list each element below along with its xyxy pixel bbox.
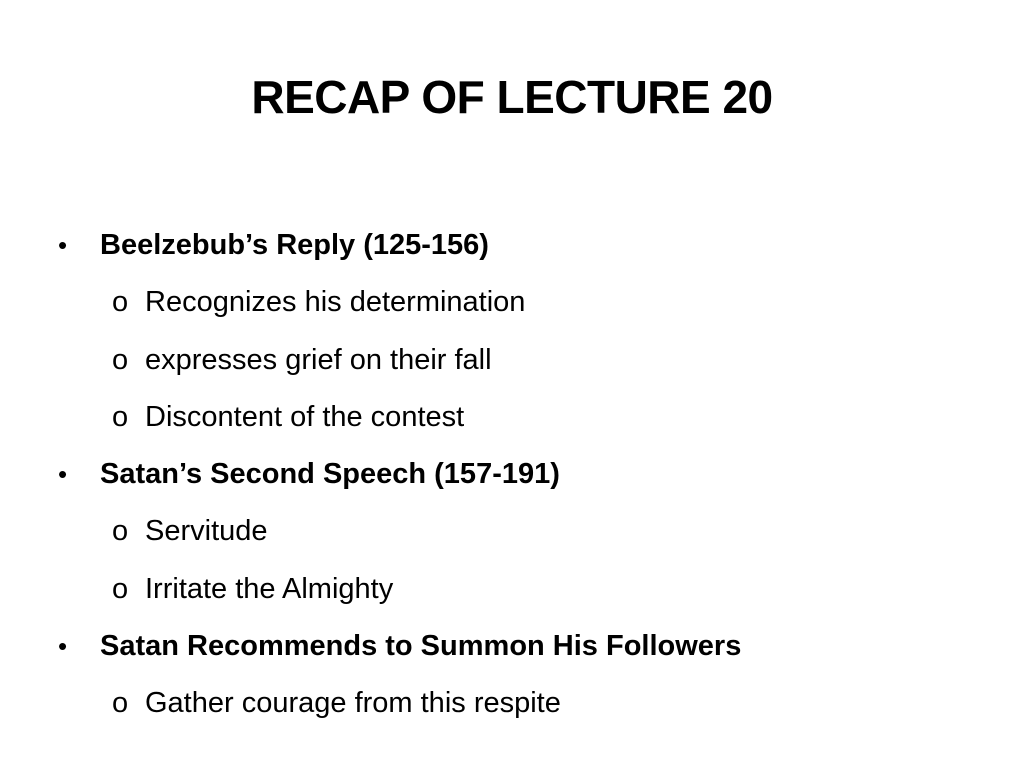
slide-title: RECAP OF LECTURE 20 bbox=[251, 71, 773, 123]
circle-bullet-icon: o bbox=[112, 343, 129, 376]
sub-bullet-text: Gather courage from this respite bbox=[145, 687, 561, 720]
circle-bullet-icon: o bbox=[112, 572, 129, 605]
circle-bullet-icon: o bbox=[112, 286, 129, 319]
sub-bullet-text: Recognizes his determination bbox=[145, 286, 526, 319]
bullet-list bbox=[58, 222, 978, 738]
sub-bullet-text: Discontent of the contest bbox=[145, 400, 465, 433]
sub-bullet-text: expresses grief on their fall bbox=[145, 343, 492, 376]
bullet-item-beelzebubs-reply bbox=[58, 222, 978, 279]
sub-bullet-item bbox=[58, 279, 978, 336]
sub-bullet-text: Irritate the Almighty bbox=[145, 572, 394, 605]
bullet-text: Satan’s Second Speech (157-191) bbox=[100, 458, 560, 491]
sub-bullet-item bbox=[58, 508, 978, 565]
sub-bullet-item bbox=[58, 566, 978, 623]
bullet-item-satans-second-speech bbox=[58, 451, 978, 508]
circle-bullet-icon: o bbox=[112, 515, 129, 548]
sub-bullet-item bbox=[58, 680, 978, 737]
sub-bullet-item bbox=[58, 394, 978, 451]
sub-bullet-item bbox=[58, 337, 978, 394]
bullet-text: Satan Recommends to Summon His Followers bbox=[100, 630, 742, 663]
circle-bullet-icon: o bbox=[112, 400, 129, 433]
bullet-dot-icon: • bbox=[58, 459, 68, 490]
sub-bullet-text: Servitude bbox=[145, 515, 268, 548]
circle-bullet-icon: o bbox=[112, 687, 129, 720]
bullet-dot-icon: • bbox=[58, 631, 68, 662]
bullet-item-satan-recommends bbox=[58, 623, 978, 680]
bullet-text: Beelzebub’s Reply (125-156) bbox=[100, 229, 489, 261]
bullet-dot-icon: • bbox=[58, 230, 68, 260]
